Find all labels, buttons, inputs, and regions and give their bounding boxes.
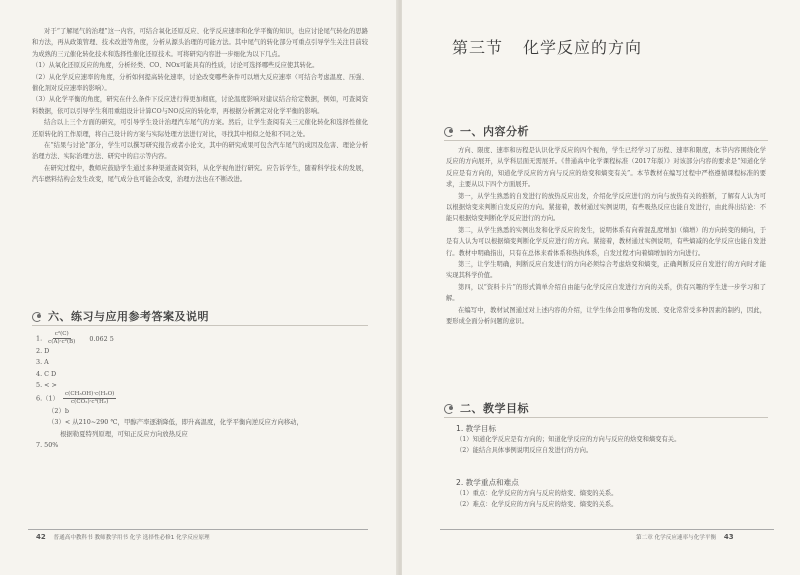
paragraph: 在研究过程中，教师应鼓励学生通过多种渠道查阅资料，从化学视角进行研究。应告诉学生，随着科学技术的发展，汽车燃料结构会发生改变，尾气成分也可能会改变，治理方法也在不断改进。 bbox=[32, 164, 368, 184]
section-heading bbox=[32, 308, 209, 324]
equilibrium-constant-fraction: $\frac{\text{c(CH₃OH)·c(H₂O)}}{\text{c(CO₂)·c³(H₂)}}$ bbox=[65, 391, 115, 406]
goal-item: （2）能结合具体事例说明反应自发进行的方向。 bbox=[456, 447, 593, 455]
answer-4: 4. C D bbox=[36, 369, 57, 378]
section-heading bbox=[444, 400, 529, 416]
answer-7: 7. 50% bbox=[36, 441, 59, 450]
section-divider bbox=[32, 325, 368, 326]
section-swirl-icon bbox=[444, 403, 456, 413]
footer-rule bbox=[28, 529, 368, 530]
answers-list bbox=[36, 331, 366, 451]
goal-item: （1）知道化学反应是有方向的；知道化学反应的方向与反应的焓变和熵变有关。 bbox=[456, 436, 681, 443]
answer-3: 3. A bbox=[36, 358, 49, 367]
section-number: 第三节 bbox=[452, 38, 504, 57]
section-title: 六、练习与应用参考答案及说明 bbox=[48, 310, 209, 323]
section-title: 二、教学目标 bbox=[460, 402, 529, 415]
section-title: 一、内容分析 bbox=[460, 125, 529, 138]
keys-list bbox=[456, 488, 768, 511]
right-body-text bbox=[446, 145, 766, 328]
section-divider bbox=[444, 140, 768, 141]
section-heading bbox=[444, 123, 529, 139]
answer-6-1: 6.（1） $\frac{\text{c(CH₃OH)·c(H₂O)}}{\text{c(CO₂)·c³(H₂)}}$ bbox=[36, 391, 115, 406]
left-page bbox=[0, 0, 398, 575]
paragraph: 对于“了解尾气的治理”这一内容，可结合氧化还原反应、化学反应速率和化学平衡的知识，也应讨论尾气转化的思路和方法，再从政策管理、技术改进等角度，分析从源头治理的可能方法。其中尾气的转化部分可重点引导学生关注目前较为成熟的三元催化转化技术和选择性催化还原技术。可将研究内容进一步细化为以下几点。 bbox=[32, 28, 368, 58]
subsection-title: 2. 教学重点和难点 bbox=[456, 478, 519, 487]
paragraph: 第一，从学生熟悉的自发进行的放热反应出发，介绍化学反应进行的方向与放热有关的推断，了解有人认为可以根据焓变来判断自发反应的方向。紧接着，教材通过实例说明，有些吸热反应也能自发进行，由此得出结论：不能只根据焓变判断化学反应进行的方向。 bbox=[446, 192, 766, 223]
equilibrium-constant-fraction: $\frac{\text{c²(C)}}{\text{c(A)·c²(B)}}$ bbox=[48, 331, 76, 345]
paragraph: （1）从氧化还原反应的角度，分析烃类、CO、NOx可能具有的性质，讨论可选择哪些反应使其转化。 bbox=[32, 62, 319, 70]
paragraph: 方向、限度、速率和历程是认识化学反应的四个视角，学生已经学习了历程、速率和限度，本节内容围绕化学反应的方向展开，从学科层面无需展开。《普通高中化学课程标准（2017年版）》对该部分内容的要求是“知道化学反应是有方向的，知道化学反应的方向与反应的焓变和熵变有关”。本节教材在编写过程中严格遵循课程标准的要求，主要从以下四个方面展开。 bbox=[446, 147, 766, 189]
running-footer: 第二章 化学反应速率与化学平衡 bbox=[636, 535, 717, 541]
section-swirl-icon bbox=[444, 126, 456, 136]
paragraph: 在“结果与讨论”部分，学生可以撰写研究报告或者小论文，其中的研究成果可包含汽车尾气的成因及危害、理论分析治理方法、实际治理方法、研究中的启示等内容。 bbox=[32, 142, 368, 161]
running-footer: 普通高中教科书 教师教学用书 化学 选择性必修1 化学反应原理 bbox=[53, 535, 210, 541]
left-body-text bbox=[32, 26, 368, 186]
page-number: 42 bbox=[36, 533, 46, 541]
paragraph: （2）从化学反应速率的角度，分析如何提高转化速率，讨论改变哪些条件可以增大反应速率（可结合考虑温度、压强、催化剂对反应速率的影响）。 bbox=[32, 73, 368, 93]
left-footer bbox=[30, 533, 210, 541]
subsection-title: 1. 教学目标 bbox=[456, 424, 497, 433]
paragraph: （3）从化学平衡的角度，研究在什么条件下反应进行得更加彻底，讨论温度影响对建议结合给定数据，例如，可查阅资料数据，依可以引导学生利用重组设计计算CO与NO反应的转化率，再根据分析测定对化学平衡的影响。 bbox=[32, 96, 368, 115]
chapter-title bbox=[452, 35, 642, 58]
paragraph: 第四，以“资料卡片”的形式简单介绍自由能与化学反应自发进行方向的关系，供有兴趣的学生进一步学习和了解。 bbox=[446, 283, 766, 303]
right-footer bbox=[636, 533, 740, 541]
paragraph: 第三，让学生明确，判断反应自发进行的方向必须综合考虑焓变和熵变，正确判断反应自发进行的方向时才能实现其科学价值。 bbox=[446, 261, 766, 280]
section-divider bbox=[444, 417, 768, 418]
paragraph: 在编写中，教材试图通过对上述内容的介绍，让学生体会用事物的发展、变化常常受多种因素的制约，因此，要形成全面分析问题的意识。 bbox=[446, 306, 766, 326]
paragraph: 第二，从学生熟悉的实例出发和化学反应的发生，说明体系有向着混乱度增加（熵增）的方向转变的倾向，于是有人认为可以根据熵变判断化学反应进行的方向。紧接着，教材通过实例说明，有些熵减的化学反应也能自发进行。教材中明确指出，只有在总体来看体系和热执体系，自发过程才向着熵增加的方向进行。 bbox=[446, 226, 766, 257]
footer-rule bbox=[440, 529, 774, 530]
key-item: （1）重点：化学反应的方向与反应的焓变、熵变的关系。 bbox=[456, 490, 618, 497]
paragraph: 结合以上三个方面的研究，可引导学生设计治理汽车尾气的方案。然后，让学生查阅有关三元催化转化和选择性催化还原转化的工作原理，将自己设计的方案与实际处理方法进行对比，寻找其中相似之处和不同之处。 bbox=[32, 119, 368, 138]
page-number: 43 bbox=[723, 533, 734, 541]
goals-list bbox=[456, 434, 768, 457]
section-swirl-icon bbox=[32, 311, 44, 321]
answer-1: 1. $\frac{\text{c²(C)}}{\text{c(A)·c²(B)}}$ 0.062 5 bbox=[36, 331, 114, 345]
answer-6-3: （3）< 从210~290 ℃，甲醇产率逐渐降低，即升高温度，化学平衡向逆反应方向移动， bbox=[48, 418, 303, 427]
answer-5: 5. < > bbox=[36, 380, 57, 389]
section-name: 化学反应的方向 bbox=[523, 38, 643, 57]
key-item: （2）难点：化学反应的方向与反应的焓变、熵变的关系。 bbox=[456, 501, 618, 509]
answer-6-3-cont: 根据勒夏特列原理，可知正反应方向放热反应 bbox=[60, 429, 188, 438]
answer-6-2: （2）b bbox=[48, 407, 69, 416]
answer-2: 2. D bbox=[36, 347, 50, 355]
